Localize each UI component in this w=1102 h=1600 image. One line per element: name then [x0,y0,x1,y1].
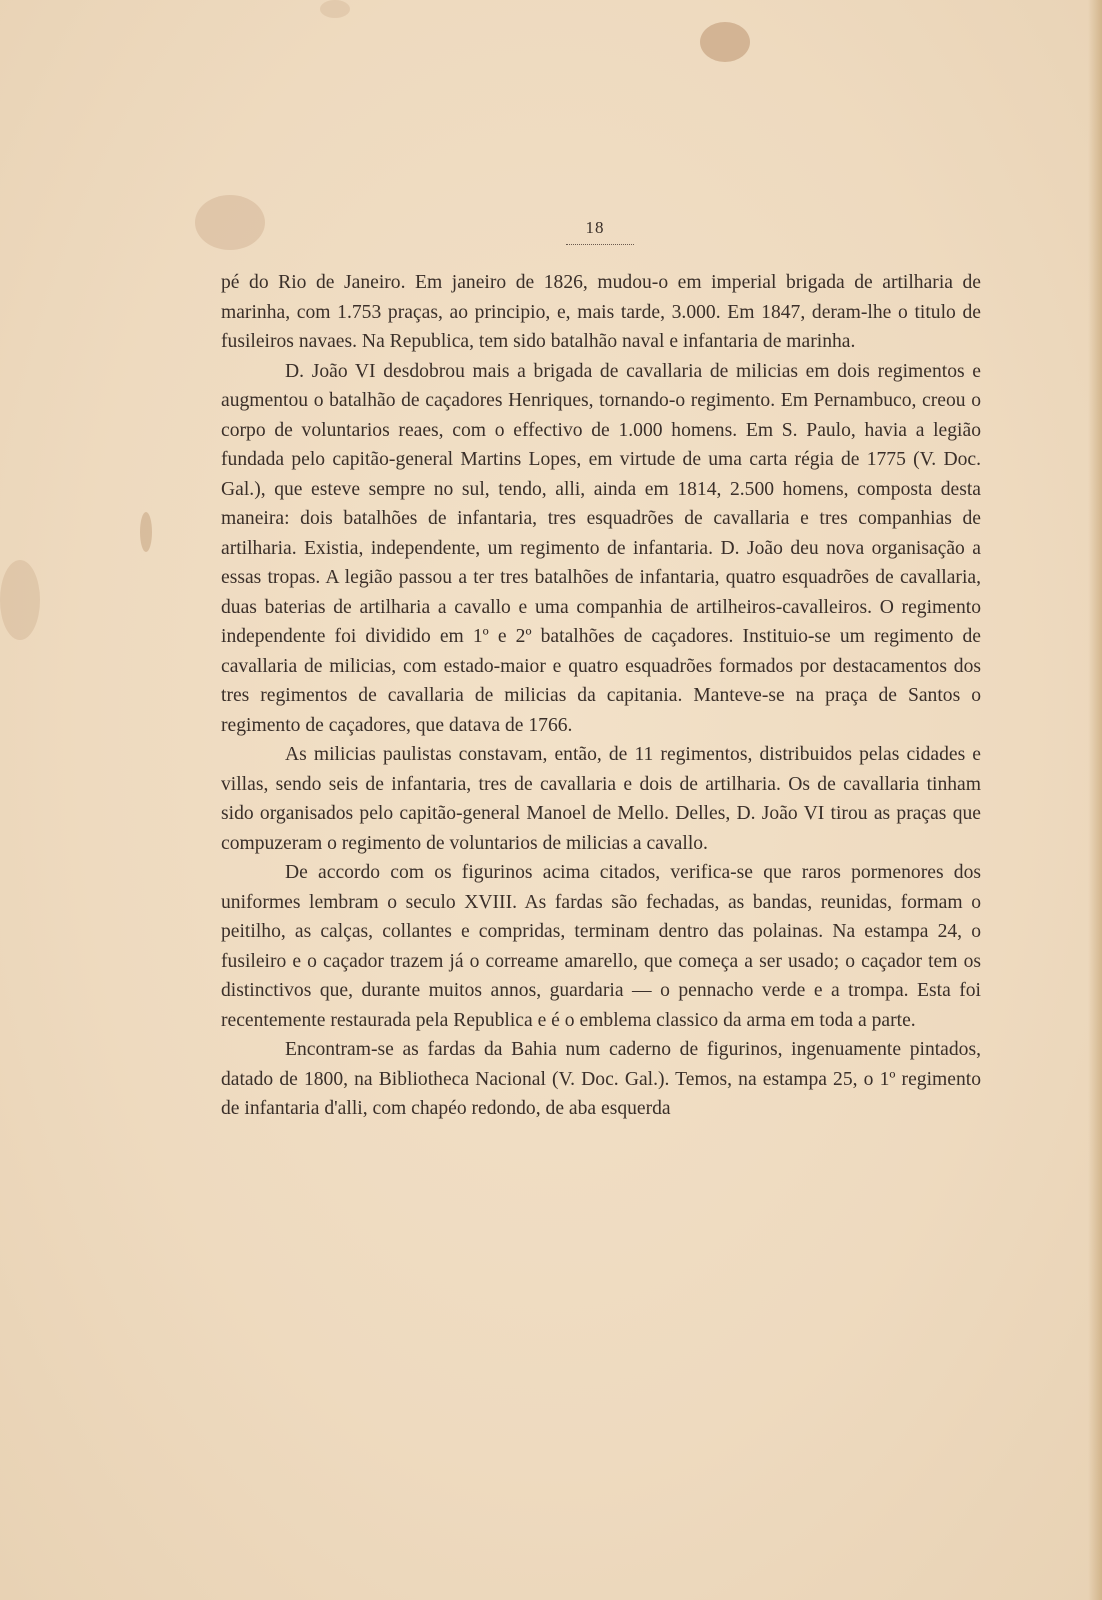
paragraph: D. João VI desdobrou mais a brigada de cavallaria de milicias em dois regimentos e augmentou o batalhão de caçadores Henriques, tornando-o regimento. Em Pernambuco, creou o corpo de voluntarios reaes, com o effectivo de 1.000 homens. Em S. Paulo, havia a legião fundada pelo capitão-general Martins Lopes, em virtude de uma carta régia de 1775 (V. Doc. Gal.), que esteve sempre no sul, tendo, alli, ainda em 1814, 2.500 homens, composta desta maneira: dois batalhões de infantaria, tres esquadrões de cavallaria e tres companhias de artilharia. Existia, independente, um regimento de infantaria. D. João deu nova organisação a essas tropas. A legião passou a ter tres batalhões de infantaria, quatro esquadrões de cavallaria, duas baterias de artilharia a cavallo e uma companhia de artilheiros-cavalleiros. O regimento independente foi dividido em 1º e 2º batalhões de caçadores. Instituio-se um regimento de cavallaria de milicias, com estado-maior e quatro esquadrões formados por destacamentos dos tres regimentos de cavallaria de milicias da capitania. Manteve-se na praça de Santos o regimento de caçadores, que datava de 1766. [221,360,981,736]
foxing-stain [320,0,350,18]
foxing-stain [700,22,750,62]
paragraph: Encontram-se as fardas da Bahia num caderno de figurinos, ingenuamente pintados, datado de 1800, na Bibliotheca Nacional (V. Doc. Gal.). Temos, na estampa 25, o 1º regimento de infantaria d'alli, com chapéo redondo, de aba esquerda [221,1039,981,1119]
page-number: 18 [585,218,605,237]
paragraph: De accordo com os figurinos acima citados, verifica-se que raros pormenores dos uniformes lembram o seculo XVIII. As fardas são fechadas, as bandas, reunidas, formam o peitilho, as calças, collantes e compridas, terminam dentro das polainas. Na estampa 24, o fusileiro e o caçador trazem já o correame amarello, que começa a ser usado; o caçador tem os distinctivos que, durante muitos annos, guardaria — o pennacho verde e a trompa. Esta foi recentemente restaurada pela Republica e é o emblema classico da arma em toda a parte. [221,862,981,1031]
foxing-stain [0,560,40,640]
paragraph: pé do Rio de Janeiro. Em janeiro de 1826, mudou-o em imperial brigada de artilharia de marinha, com 1.753 praças, ao principio, e, mais tarde, 3.000. Em 1847, deram-lhe o titulo de fusileiros navaes. Na Republica, tem sido batalhão naval e infantaria de marinha. [221,272,981,352]
body-text [221,268,981,1124]
page-number-underline [566,241,634,245]
foxing-stain [140,512,152,552]
paragraph: As milicias paulistas constavam, então, de 11 regimentos, distribuidos pelas cidades e villas, sendo seis de infantaria, tres de cavallaria e dois de artilharia. Os de cavallaria tinham sido organisados pelo capitão-general Manoel de Mello. Delles, D. João VI tirou as praças que compuzeram o regimento de voluntarios de milicias a cavallo. [221,744,981,854]
page-edge-shadow [1088,0,1102,1600]
